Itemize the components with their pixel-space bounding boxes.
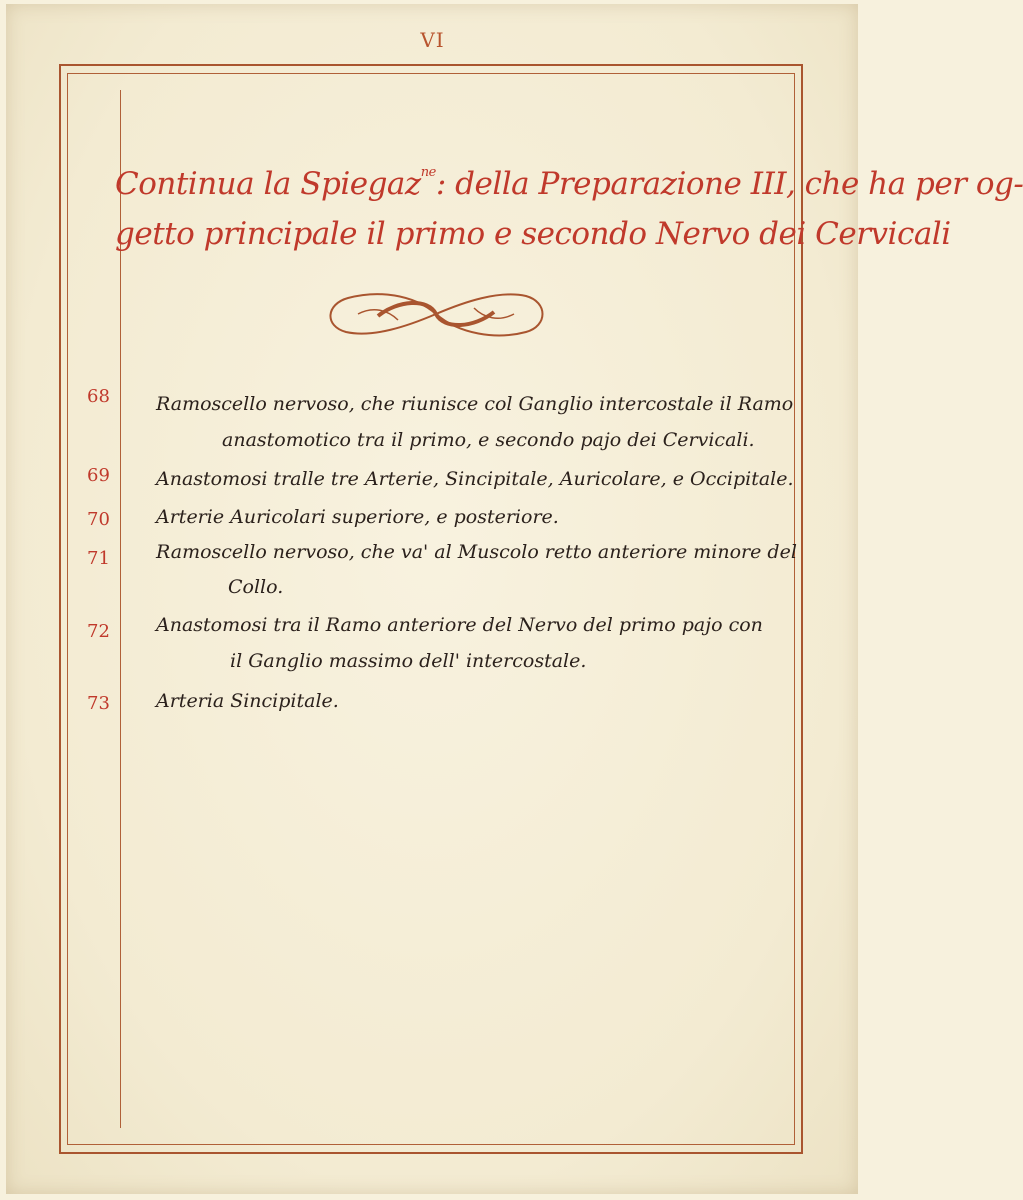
heading-superscript: ne: [420, 165, 436, 180]
calligraphic-flourish-icon: [318, 286, 554, 342]
heading-line-2: getto principale il primo e secondo Nervo dei Cervicali: [115, 216, 951, 252]
entry-text-73: Arteria Sincipitale.: [156, 690, 339, 712]
page-number: VI: [420, 28, 445, 52]
entry-text-71: Ramoscello nervoso, che va' al Muscolo retto anteriore minore del: [156, 541, 797, 563]
entry-text-68: Ramoscello nervoso, che riunisce col Ganglio intercostale il Ramo: [156, 393, 794, 415]
entry-number-72: 72: [87, 621, 110, 642]
entry-text-72: Anastomosi tra il Ramo anteriore del Nervo del primo pajo con: [156, 614, 763, 636]
entry-text-71-cont: Collo.: [228, 576, 284, 598]
entry-text-70: Arterie Auricolari superiore, e posteriore.: [156, 506, 559, 528]
heading-text-a: Continua la Spiegaz: [115, 166, 421, 202]
entry-text-72-cont: il Ganglio massimo dell' intercostale.: [230, 650, 587, 672]
entry-text-69: Anastomosi tralle tre Arterie, Sincipitale, Auricolare, e Occipitale.: [156, 468, 794, 490]
heading-line-1: [115, 148, 1023, 209]
entry-number-71: 71: [87, 548, 110, 569]
entry-number-73: 73: [87, 693, 110, 714]
entry-number-70: 70: [87, 509, 110, 530]
page-heading: [115, 148, 1023, 259]
entry-number-68: 68: [87, 386, 110, 407]
entry-number-69: 69: [87, 465, 110, 486]
entry-text-68-cont: anastomotico tra il primo, e secondo pajo dei Cervicali.: [222, 429, 755, 451]
heading-text-b: : della Preparazione III, che ha per og-: [435, 166, 1023, 202]
